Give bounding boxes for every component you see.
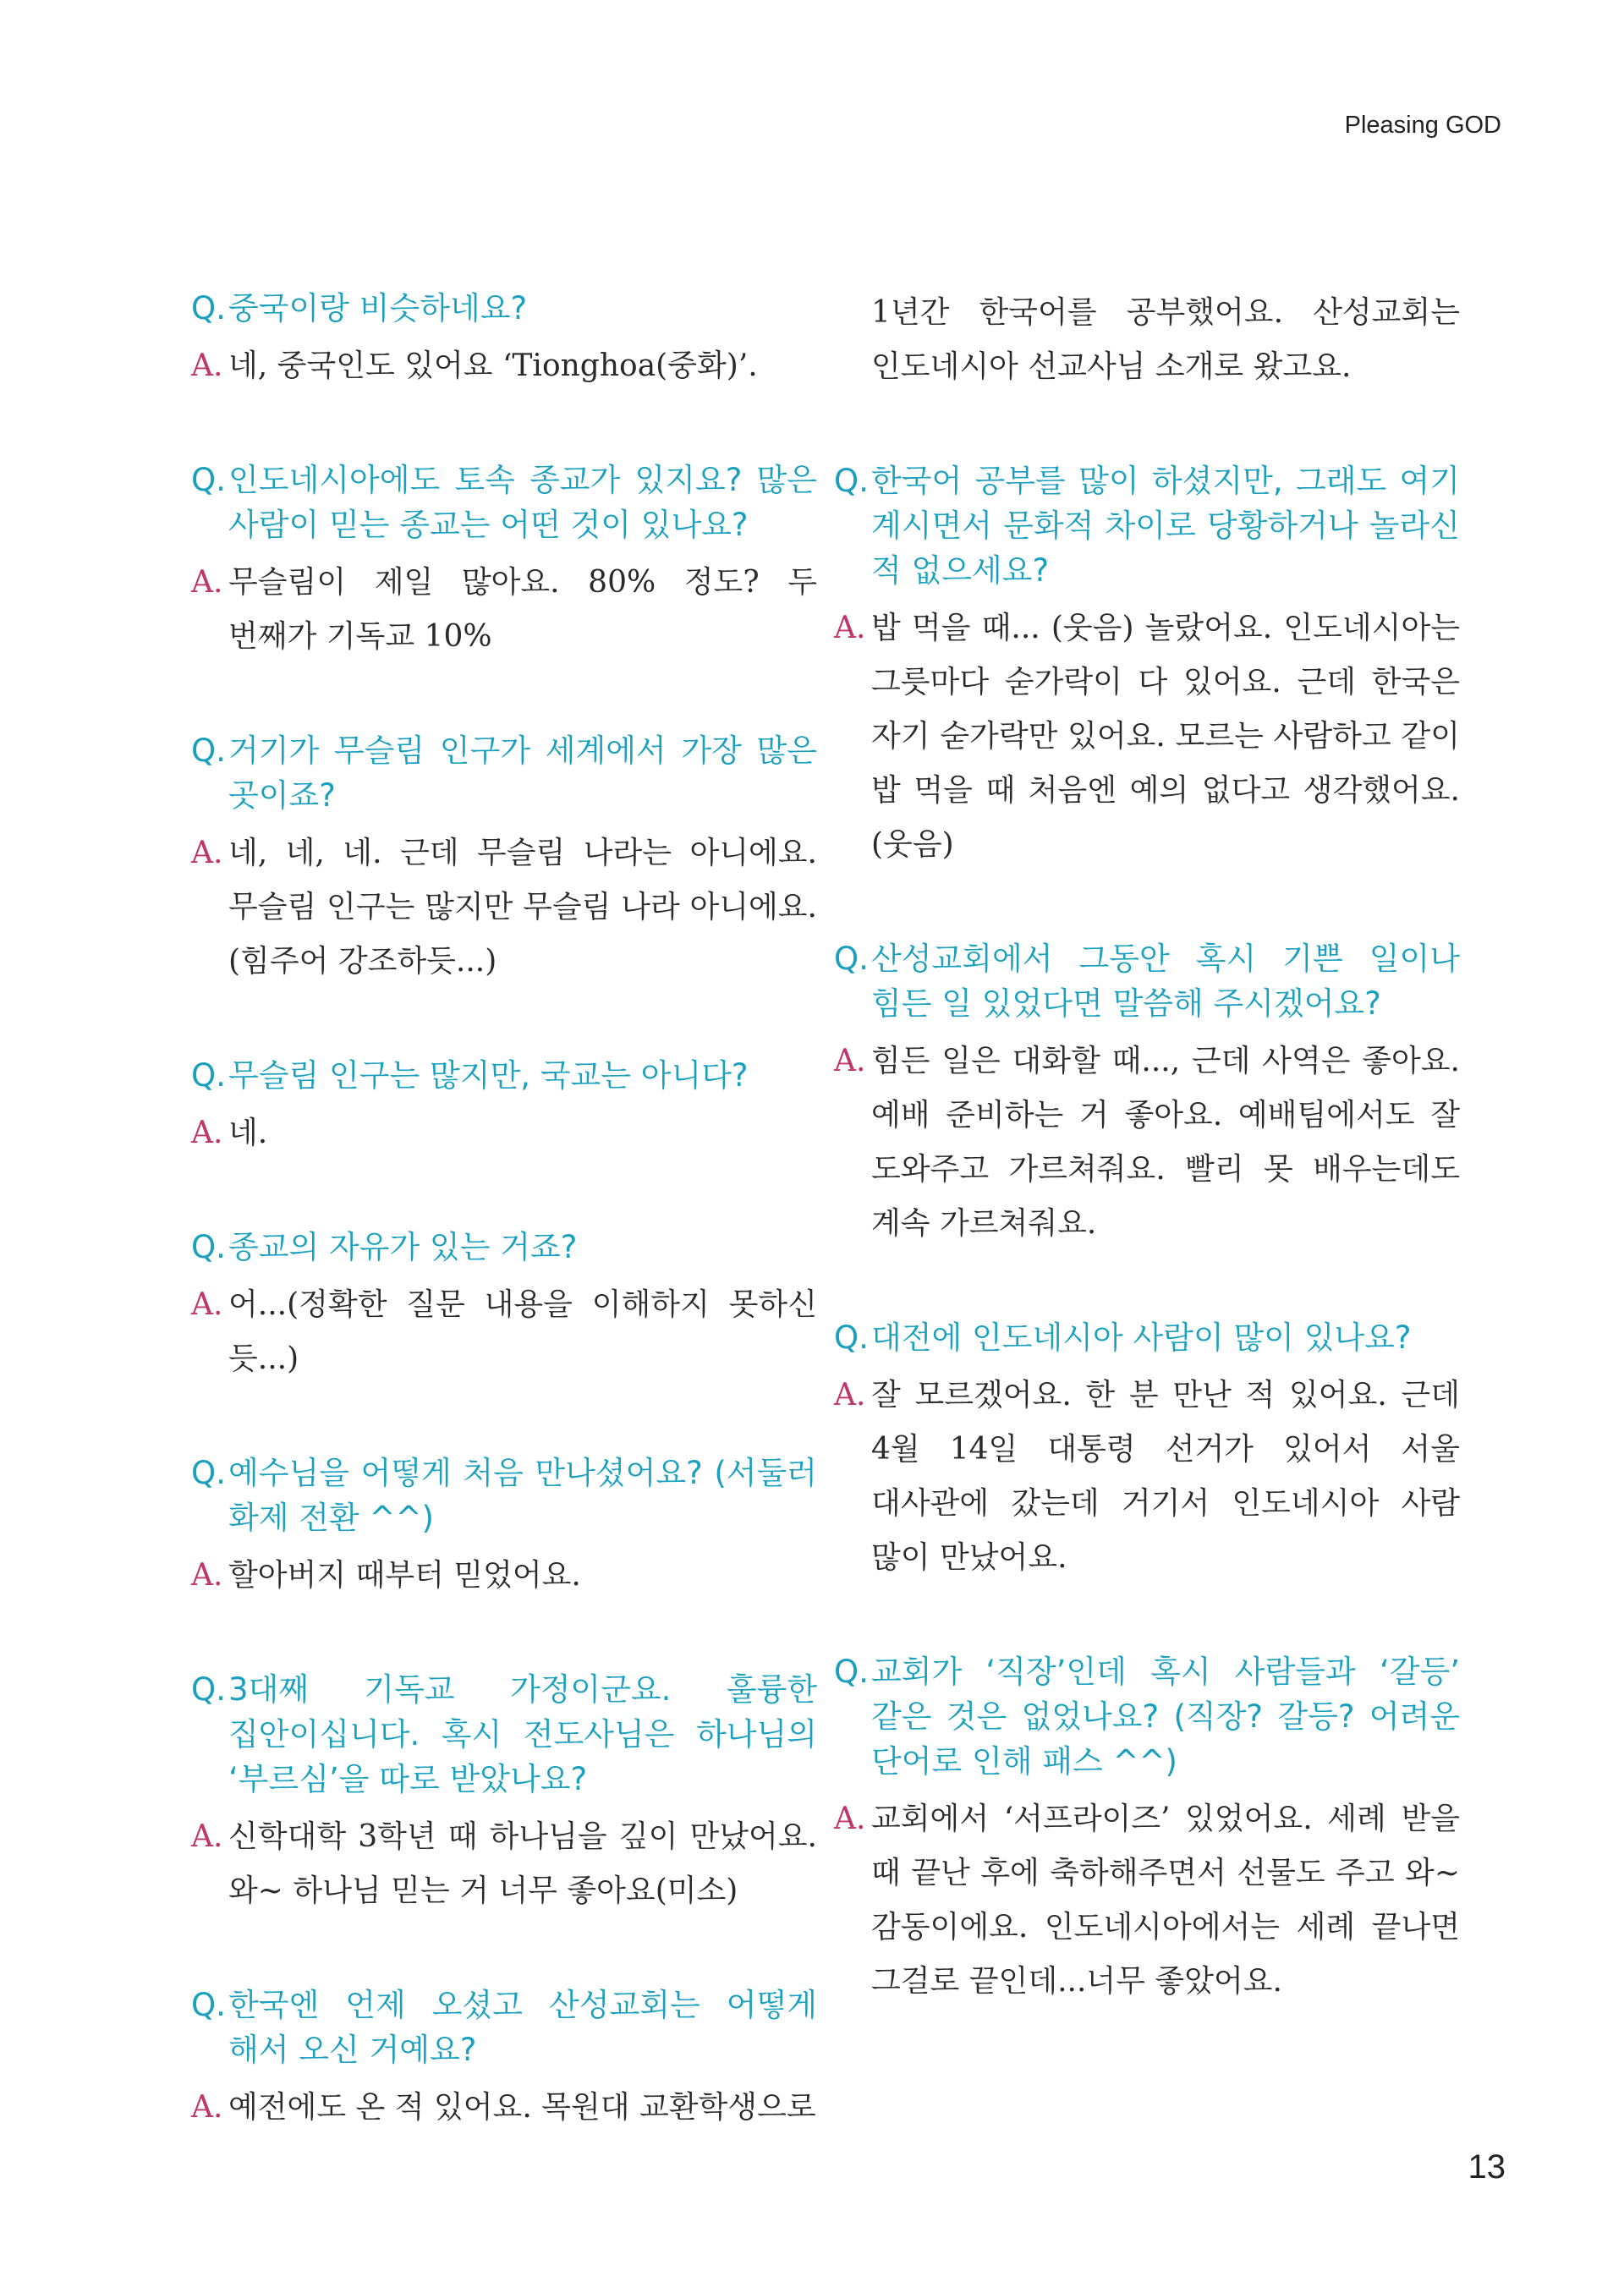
- question-text: 거기가 무슬림 인구가 세계에서 가장 많은 곳이죠?: [228, 732, 817, 814]
- answer: [834, 286, 1460, 394]
- answer-label: A.: [834, 611, 866, 645]
- question-label: Q.: [191, 1671, 226, 1708]
- question-label: Q.: [191, 1229, 226, 1265]
- answer: [191, 556, 817, 664]
- qa-item: [191, 728, 817, 989]
- question: [191, 728, 817, 818]
- qa-item: [834, 936, 1460, 1251]
- question: [191, 1667, 817, 1802]
- question-label: Q.: [191, 462, 226, 498]
- answer-label: A.: [191, 565, 223, 600]
- qa-item: [834, 458, 1460, 872]
- question: [834, 1315, 1460, 1360]
- right-column: [834, 286, 1460, 2073]
- question: [191, 458, 817, 547]
- answer-text: 1년간 한국어를 공부했어요. 산성교회는 인도네시아 선교사님 소개로 왔고요.: [871, 295, 1460, 384]
- answer: [191, 826, 817, 989]
- question-label: Q.: [191, 1057, 226, 1094]
- running-header: Pleasing GOD: [1344, 112, 1501, 139]
- question: [834, 458, 1460, 593]
- question: [191, 1983, 817, 2072]
- answer-label: A.: [834, 1044, 866, 1078]
- question-text: 3대째 기독교 가정이군요. 훌륭한 집안이십니다. 혹시 전도사님은 하나님의 ‘부르심’을 따로 받았나요?: [228, 1671, 817, 1797]
- answer-label: A.: [191, 1116, 223, 1150]
- answer: [191, 1278, 817, 1386]
- page-number: 13: [1468, 2148, 1506, 2186]
- answer-label: A.: [191, 2090, 223, 2125]
- answer: [834, 1034, 1460, 1251]
- answer-label: A.: [191, 836, 223, 870]
- qa-item: [191, 458, 817, 664]
- answer-text: 할아버지 때부터 믿었어요.: [228, 1558, 581, 1593]
- question-text: 한국엔 언제 오셨고 산성교회는 어떻게 해서 오신 거예요?: [228, 1987, 817, 2068]
- answer-text: 예전에도 온 적 있어요. 목원대 교환학생으로: [228, 2090, 816, 2125]
- qa-item: [191, 1053, 817, 1160]
- question-text: 예수님을 어떻게 처음 만나셨어요? (서둘러 화제 전환 ^^): [228, 1455, 817, 1536]
- question-text: 산성교회에서 그동안 혹시 기쁜 일이나 힘든 일 있었다면 말씀해 주시겠어요?: [871, 941, 1460, 1022]
- question-label: Q.: [834, 1319, 869, 1356]
- question: [191, 1053, 817, 1098]
- left-column: [191, 286, 817, 2199]
- answer-text: 네.: [228, 1116, 268, 1150]
- answer-label: A.: [191, 1558, 223, 1593]
- question-text: 인도네시아에도 토속 종교가 있지요? 많은 사람이 믿는 종교는 어떤 것이 있나요?: [228, 462, 817, 543]
- question-label: Q.: [834, 1654, 869, 1690]
- question-text: 한국어 공부를 많이 하셨지만, 그래도 여기 계시면서 문화적 차이로 당황하거나 놀라신 적 없으세요?: [871, 463, 1460, 589]
- question-label: Q.: [191, 732, 226, 769]
- answer-text: 네, 네, 네. 근데 무슬림 나라는 아니에요. 무슬림 인구는 많지만 무슬림 나라 아니에요. (힘주어 강조하듯...): [228, 836, 817, 979]
- answer: [191, 1106, 817, 1160]
- answer-label: A.: [834, 1378, 866, 1413]
- answer-text: 잘 모르겠어요. 한 분 만난 적 있어요. 근데 4월 14일 대통령 선거가 있어서 서울 대사관에 갔는데 거기서 인도네시아 사람 많이 만났어요.: [871, 1378, 1460, 1575]
- answer-text: 밥 먹을 때... (웃음) 놀랐어요. 인도네시아는 그릇마다 숟가락이 다 있어요. 근데 한국은 자기 숟가락만 있어요. 모르는 사람하고 같이 밥 먹을 때 처음엔 예의 없다고 생각했어요. (웃음): [871, 611, 1460, 862]
- answer: [834, 601, 1460, 872]
- answer-label: A.: [834, 1802, 866, 1836]
- qa-item: [191, 1451, 817, 1603]
- question-label: Q.: [834, 941, 869, 977]
- question: [191, 1225, 817, 1270]
- question-text: 중국이랑 비슷하네요?: [228, 290, 528, 326]
- answer: [191, 2081, 817, 2135]
- answer-text: 교회에서 ‘서프라이즈’ 있었어요. 세례 받을 때 끝난 후에 축하해주면서 선물도 주고 와~ 감동이에요. 인도네시아에서는 세례 끝나면 그걸로 끝인데...너무 좋았어요.: [871, 1802, 1460, 1999]
- question-label: Q.: [191, 290, 226, 326]
- answer-label: A.: [191, 1819, 223, 1854]
- question-text: 종교의 자유가 있는 거죠?: [228, 1229, 578, 1265]
- answer-label: A.: [191, 348, 223, 383]
- answer-label: A.: [191, 1287, 223, 1322]
- question: [191, 1451, 817, 1540]
- question-label: Q.: [834, 463, 869, 499]
- question: [834, 1649, 1460, 1784]
- answer-continuation: [834, 286, 1460, 394]
- question-text: 무슬림 인구는 많지만, 국교는 아니다?: [228, 1057, 749, 1094]
- qa-item: [834, 1649, 1460, 2009]
- answer-text: 힘든 일은 대화할 때..., 근데 사역은 좋아요. 예배 준비하는 거 좋아요. 예배팀에서도 잘 도와주고 가르쳐줘요. 빨리 못 배우는데도 계속 가르쳐줘요.: [871, 1044, 1460, 1241]
- question: [834, 936, 1460, 1026]
- answer-text: 어...(정확한 질문 내용을 이해하지 못하신 듯...): [228, 1287, 817, 1376]
- answer-text: 무슬림이 제일 많아요. 80% 정도? 두 번째가 기독교 10%: [228, 565, 817, 654]
- question-label: Q.: [191, 1987, 226, 2023]
- answer-text: 신학대학 3학년 때 하나님을 깊이 만났어요. 와~ 하나님 믿는 거 너무 좋아요(미소): [228, 1819, 817, 1908]
- answer: [191, 339, 817, 393]
- qa-item: [191, 1225, 817, 1386]
- answer-text: 네, 중국인도 있어요 ‘Tionghoa(중화)’.: [228, 348, 758, 383]
- question-text: 교회가 ‘직장’인데 혹시 사람들과 ‘갈등’ 같은 것은 없었나요? (직장? 갈등? 어려운 단어로 인해 패스 ^^): [871, 1654, 1460, 1780]
- qa-item: [834, 1315, 1460, 1585]
- question-text: 대전에 인도네시아 사람이 많이 있나요?: [871, 1319, 1412, 1356]
- qa-item: [191, 1983, 817, 2135]
- answer: [834, 1792, 1460, 2009]
- question: [191, 286, 817, 331]
- qa-item: [191, 286, 817, 393]
- answer: [191, 1549, 817, 1603]
- question-label: Q.: [191, 1455, 226, 1491]
- answer: [191, 1810, 817, 1918]
- answer: [834, 1369, 1460, 1585]
- qa-item: [191, 1667, 817, 1918]
